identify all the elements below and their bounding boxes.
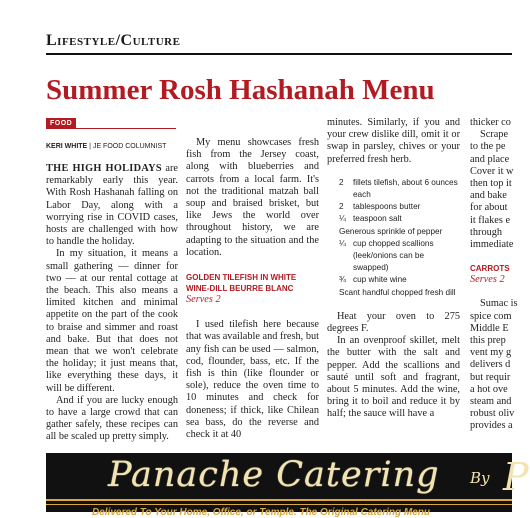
text-line: delivers d (470, 359, 511, 371)
ad-rule (46, 504, 512, 505)
text-line: Cover it w (470, 165, 514, 177)
ingredient-item (339, 287, 460, 299)
author-name: KERI WHITE (46, 143, 88, 150)
ingredient-item (339, 201, 460, 213)
paragraph: And if you are lucky enough to have a large crowd that can gather safely, these recipes can all be scaled up pretty simply. (46, 394, 178, 443)
ingredient-item (339, 213, 460, 225)
lead-in: THE HIGH HOLIDAYS (46, 163, 162, 174)
headline: Summer Rosh Hashanah Menu (46, 74, 435, 106)
recipe-title: CARROTS (470, 264, 510, 274)
paragraph: My menu showcases fresh fish from the Jersey coast, along with blueberries and carrots from a local farm. It's not the traditional matzah ball soup and braised brisket, but like Jews the world over throughout history, we are adapting to the situation and the location. (186, 137, 319, 258)
intro-text: are remarkably early this year. With Rosh Hashanah falling on Labor Day, along with a worrying rise in COVID cases, hosts are challenged with how to handle the holiday. (46, 163, 178, 248)
paragraph: Heat your oven to 275 degrees F. (327, 310, 460, 335)
text-line: to the pe (470, 141, 506, 153)
ingredient-qty: 2 (339, 177, 344, 187)
ingredient-text: fillets tilefish, about 6 ounces each (353, 177, 458, 200)
article-column-4 (470, 117, 530, 433)
ingredient-item (339, 177, 460, 201)
ad-title: Panache Catering (108, 455, 440, 495)
ingredient-item (339, 238, 460, 275)
section-rule (46, 53, 512, 55)
category-tag: FOOD (46, 118, 76, 129)
author-role: | JE FOOD COLUMNIST (87, 143, 167, 150)
recipe-title: GOLDEN TILEFISH IN WHITE WINE-DILL BEURRE BLANC (186, 273, 297, 294)
ingredient-text: Scant handful chopped fresh dill (339, 287, 456, 297)
recipe-serves: Serves 2 (470, 274, 505, 286)
text-line: thicker co (470, 117, 511, 128)
ingredient-item (339, 274, 460, 286)
recipe-serves: Serves 2 (186, 294, 221, 306)
text-line: steam and (470, 396, 512, 408)
text-line: it flakes e (470, 214, 511, 226)
catering-advertisement (46, 453, 529, 518)
ad-by: By (470, 469, 490, 487)
ingredient-text: tablespoons butter (353, 202, 421, 212)
text-line: Sumac is (480, 298, 518, 310)
text-line: this prep (470, 335, 506, 347)
section-header: Lifestyle/Culture (46, 32, 181, 49)
ingredient-item (339, 226, 460, 238)
ingredient-qty: ¼ (339, 214, 346, 224)
tag-rule (46, 128, 176, 129)
ingredient-list (327, 177, 460, 299)
ingredient-qty: ¾ (339, 275, 346, 285)
article-column-1 (46, 163, 178, 444)
text-line: for about (470, 202, 508, 214)
article-column-3 (327, 117, 460, 421)
ad-rule (46, 499, 512, 501)
text-line: a hot ove (470, 383, 508, 395)
ad-subtitle: Delivered To Your Home, Office, or Temple. The Original Catering Menu (92, 507, 431, 518)
text-line: Scrape (480, 129, 509, 141)
intro-paragraph (46, 163, 178, 248)
ingredient-text: cup chopped scallions (leek/onions can be swapped) (353, 238, 434, 273)
article-column-2 (186, 137, 319, 441)
text-line: and bake (470, 190, 507, 202)
text-line: immediate (470, 239, 514, 251)
paragraph: I used tilefish here because that was available and fresh, but any fish can be used — salmon, cod, flounder, bass, etc. If the fish is thin (like flounder or sole), reduce the oven time to 10 minutes and check for doneness; if thick, like Chilean sea bass, do the reverse and check it at 40 (186, 319, 319, 441)
text-line: Middle E (470, 322, 509, 334)
ingredient-qty: ¼ (339, 238, 346, 248)
text-line: and place (470, 153, 510, 165)
paragraph: In an ovenproof skillet, melt the butter with the salt and pepper. Add the scallions and sauté until soft and fragrant, about 5 minutes. Add the wine, bring it to boil and reduce it by half; the sauce will have a (327, 335, 460, 420)
byline (46, 143, 166, 150)
text-line: through (470, 226, 503, 238)
paragraph: In my situation, it means a small gathering — dinner for two — at our rental cottage at the beach. This also means a limited kitchen and minimal appetite on the part of the cook to braise and simmer and roast and bake. But that does not mean that we won't celebrate the holiday; it just means that, like everything these days, it will be different. (46, 248, 178, 394)
text-line: vent my g (470, 347, 512, 359)
ad-logo-letter: P (503, 455, 529, 499)
ingredient-text: cup white wine (353, 275, 407, 285)
text-line: spice com (470, 310, 512, 322)
paragraph: minutes. Similarly, if you and your crew dislike dill, omit it or swap in parsley, chives or your preferred fresh herb. (327, 117, 460, 165)
ingredient-text: teaspoon salt (353, 214, 402, 224)
ingredient-qty: 2 (339, 202, 344, 212)
ingredient-text: Generous sprinkle of pepper (339, 226, 443, 236)
text-line: then top it (470, 178, 512, 190)
text-line: robust oliv (470, 408, 515, 420)
text-line: provides a (470, 420, 513, 432)
text-line: but requir (470, 371, 511, 383)
